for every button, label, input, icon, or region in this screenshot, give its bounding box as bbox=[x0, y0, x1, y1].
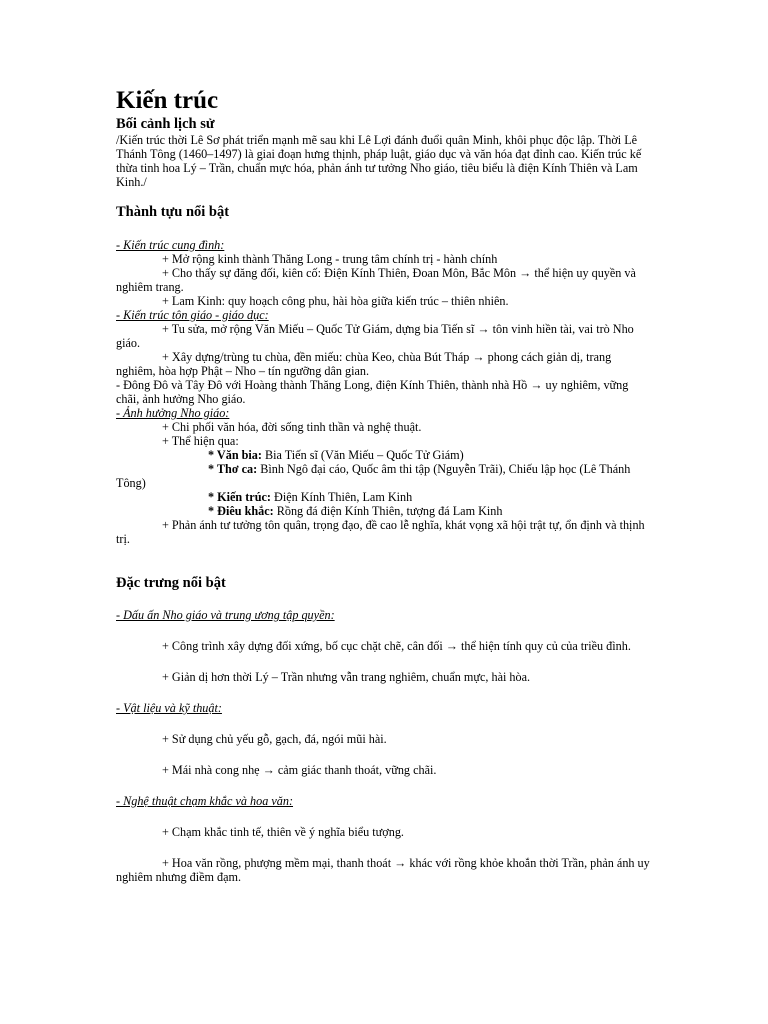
confucian-item-2: + Thể hiện qua: bbox=[162, 434, 239, 448]
religious-item-3: - Đông Đô và Tây Đô với Hoàng thành Thăng Long, điện Kính Thiên, thành nhà Hồ → uy nghiêm, vững chãi, ảnh hưởng Nho giáo. bbox=[116, 378, 629, 406]
carving-item-2: + Hoa văn rồng, phượng mềm mại, thanh thoát → khác với rồng khỏe khoắn thời Trần, phản ánh uy nghiêm nhưng điềm đạm. bbox=[116, 856, 650, 884]
confucian-influence-label: - Ảnh hưởng Nho giáo: bbox=[116, 406, 230, 420]
court-item-3: + Lam Kinh: quy hoạch công phu, hài hòa giữa kiến trúc – thiên nhiên. bbox=[162, 294, 509, 308]
centralism-item-2: + Giản dị hơn thời Lý – Trần nhưng vẫn trang nghiêm, chuẩn mực, hài hòa. bbox=[162, 670, 531, 684]
poetry-line bbox=[116, 462, 652, 490]
architecture-line bbox=[116, 490, 652, 504]
architecture-text: Điện Kính Thiên, Lam Kinh bbox=[270, 490, 413, 504]
steles-text: Bia Tiến sĩ (Văn Miếu – Quốc Tử Giám) bbox=[261, 448, 464, 462]
confucian-item-3: + Phản ánh tư tưởng tôn quân, trọng đạo, đề cao lễ nghĩa, khát vọng xã hội trật tự, ổn định và thịnh trị. bbox=[116, 518, 645, 546]
sculpture-label: * Điêu khắc: bbox=[208, 504, 274, 518]
materials-item-2: + Mái nhà cong nhẹ → cảm giác thanh thoát, vững chãi. bbox=[162, 763, 437, 777]
steles-line bbox=[116, 448, 652, 462]
carving-item-1: + Chạm khắc tinh tế, thiên về ý nghĩa biểu tượng. bbox=[162, 825, 404, 839]
context-heading: Bối cảnh lịch sử bbox=[116, 116, 215, 132]
court-item-1: + Mở rộng kinh thành Thăng Long - trung tâm chính trị - hành chính bbox=[162, 252, 498, 266]
sculpture-text: Rồng đá điện Kính Thiên, tượng đá Lam Kinh bbox=[273, 504, 503, 518]
poetry-label: * Thơ ca: bbox=[208, 462, 258, 476]
steles-label: * Văn bia: bbox=[208, 448, 262, 462]
poetry-text: Bình Ngô đại cáo, Quốc âm thi tập (Nguyễn Trãi), Chiếu lập học (Lê Thánh Tông) bbox=[116, 462, 631, 490]
materials-item-1: + Sử dụng chủ yếu gỗ, gạch, đá, ngói mũi hài. bbox=[162, 732, 387, 746]
architecture-label: * Kiến trúc: bbox=[208, 490, 271, 504]
court-item-2: + Cho thấy sự đăng đối, kiên cố: Điện Kính Thiên, Đoan Môn, Bắc Môn → thể hiện uy quyền và nghiêm trang. bbox=[116, 266, 636, 294]
context-paragraph: /Kiến trúc thời Lê Sơ phát triển mạnh mẽ sau khi Lê Lợi đánh đuổi quân Minh, khôi phục độc lập. Thời Lê Thánh Tông (1460–1497) là giai đoạn hưng thịnh, pháp luật, giáo dục và văn hóa đạt đỉnh cao. Kiến trúc kế thừa tinh hoa Lý – Trần, chuẩn mực hóa, phản ánh tư tưởng Nho giáo, tiêu biểu là điện Kính Thiên và Lam Kinh./ bbox=[116, 133, 642, 189]
centralism-label: - Dấu ấn Nho giáo và trung ương tập quyền: bbox=[116, 608, 335, 622]
religious-architecture-label: - Kiến trúc tôn giáo - giáo dục: bbox=[116, 308, 269, 322]
sculpture-line bbox=[116, 504, 652, 518]
confucian-item-1: + Chi phối văn hóa, đời sống tinh thần và nghệ thuật. bbox=[162, 420, 422, 434]
centralism-item-1: + Công trình xây dựng đối xứng, bố cục chặt chẽ, cân đối → thể hiện tính quy củ của triều đình. bbox=[162, 639, 631, 653]
features-heading: Đặc trưng nổi bật bbox=[116, 575, 226, 591]
document-title: Kiến trúc bbox=[116, 87, 219, 114]
religious-item-1: + Tu sửa, mở rộng Văn Miếu – Quốc Tử Giám, dựng bia Tiến sĩ → tôn vinh hiền tài, vai trò Nho giáo. bbox=[116, 322, 634, 350]
document-body bbox=[116, 86, 652, 884]
materials-label: - Vật liệu và kỹ thuật: bbox=[116, 701, 222, 715]
achievements-heading: Thành tựu nổi bật bbox=[116, 204, 230, 220]
religious-item-2: + Xây dựng/trùng tu chùa, đền miếu: chùa Keo, chùa Bút Tháp → phong cách giản dị, trang nghiêm, hòa hợp Phật – Nho – tín ngưỡng dân gian. bbox=[116, 350, 612, 378]
court-architecture-label: - Kiến trúc cung đình: bbox=[116, 238, 225, 252]
carving-label: - Nghệ thuật chạm khắc và hoa văn: bbox=[116, 794, 294, 808]
